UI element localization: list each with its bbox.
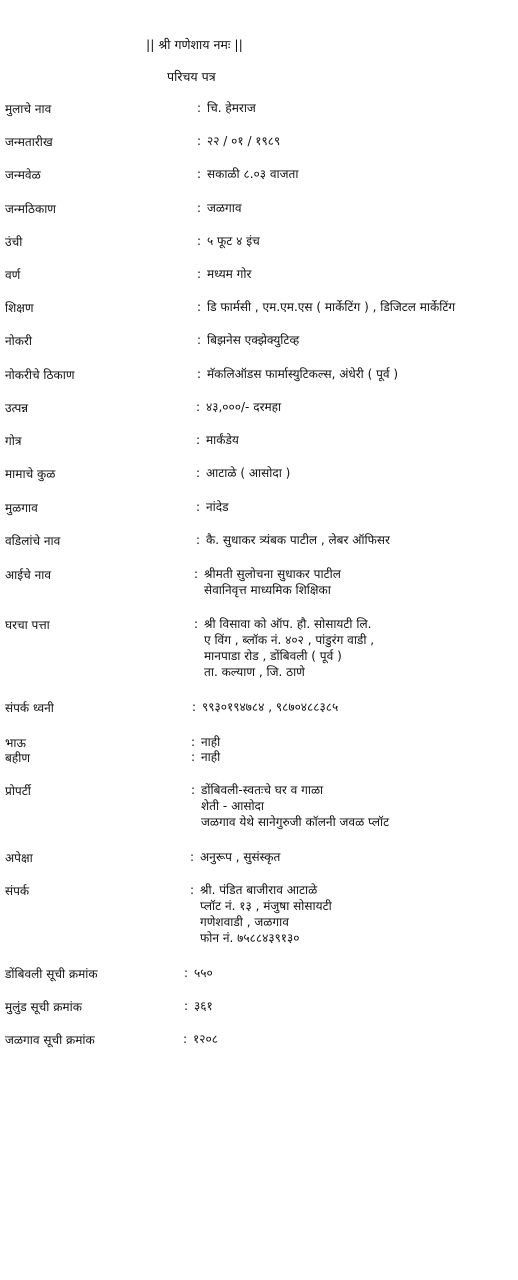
separator-colon: : bbox=[191, 735, 196, 749]
value-lines bbox=[207, 200, 242, 216]
separator-colon: : bbox=[183, 1032, 188, 1046]
value-lines bbox=[201, 749, 220, 765]
field-label-native-place: मुळगाव bbox=[5, 501, 38, 515]
field-value-mulund-list bbox=[184, 998, 213, 1014]
field-label-income: उत्पन्न bbox=[5, 401, 29, 415]
separator-colon: : bbox=[190, 850, 195, 864]
field-label-property: प्रोपर्टी bbox=[5, 784, 31, 798]
value-line: १२०८ bbox=[193, 1032, 218, 1046]
value-line: जळगाव bbox=[207, 201, 242, 215]
field-value-birth-date bbox=[197, 133, 280, 149]
field-label-father-name: वडिलांचे नाव bbox=[5, 534, 61, 548]
field-label-job: नोकरी bbox=[5, 334, 33, 348]
separator-colon: : bbox=[196, 433, 201, 447]
field-label-complexion: वर्ण bbox=[5, 268, 21, 282]
value-lines bbox=[204, 616, 374, 680]
value-line: प्लॉट नं. १३ , मंजुषा सोसायटी bbox=[200, 899, 332, 913]
value-line: ४३,०००/- दरमहा bbox=[206, 400, 282, 414]
separator-colon: : bbox=[194, 617, 199, 631]
value-line: श्रीमती सुलोचना सुधाकर पाटील bbox=[204, 567, 341, 581]
field-value-contact bbox=[190, 882, 332, 946]
field-value-maternal-family bbox=[196, 465, 290, 481]
separator-colon: : bbox=[184, 999, 189, 1013]
value-lines bbox=[207, 266, 251, 282]
separator-colon: : bbox=[184, 966, 189, 980]
value-line: नांदेड bbox=[206, 500, 229, 514]
value-line: मॅकलिऑडस फार्मास्युटिकल्स, अंधेरी ( पूर्व ) bbox=[207, 367, 399, 381]
value-lines bbox=[207, 100, 256, 116]
field-value-property bbox=[191, 782, 389, 830]
field-value-job bbox=[197, 332, 299, 348]
value-lines bbox=[204, 566, 341, 598]
value-line: सेवानिवृत्त माध्यमिक शिक्षिका bbox=[204, 583, 331, 597]
field-value-education bbox=[197, 299, 455, 315]
field-value-gotra bbox=[196, 432, 239, 448]
value-line: ए विंग , ब्लॉक नं. ४०२ , पांडुरंग वाडी , bbox=[204, 633, 375, 647]
separator-colon: : bbox=[196, 500, 201, 514]
field-value-brother bbox=[191, 734, 220, 750]
field-label-mulund-list: मुलुंड सूची क्रमांक bbox=[5, 1000, 82, 1014]
value-lines bbox=[206, 432, 239, 448]
value-line: श्री. पंडित बाजीराव आटाळे bbox=[200, 883, 318, 897]
value-lines bbox=[194, 965, 213, 981]
field-label-dombivli-list: डोंबिवली सूची क्रमांक bbox=[5, 967, 98, 981]
separator-colon: : bbox=[197, 267, 202, 281]
field-value-birth-time bbox=[197, 166, 298, 182]
field-value-height bbox=[197, 233, 260, 249]
value-line: मध्यम गोर bbox=[207, 267, 252, 281]
field-label-height: उंची bbox=[5, 235, 23, 249]
separator-colon: : bbox=[197, 101, 202, 115]
field-value-phone bbox=[192, 699, 338, 715]
value-line: ३६१ bbox=[194, 999, 213, 1013]
document-title: परिचय पत्र bbox=[167, 69, 216, 84]
value-lines bbox=[193, 1031, 218, 1047]
field-value-name bbox=[197, 100, 256, 116]
separator-colon: : bbox=[194, 567, 199, 581]
value-line: नाही bbox=[201, 750, 221, 764]
value-line: सकाळी ८.०३ वाजता bbox=[207, 167, 299, 181]
field-label-birth-date: जन्मतारीख bbox=[5, 135, 53, 149]
value-line: डोंबिवली-स्वतःचे घर व गाळा bbox=[201, 783, 324, 797]
value-line: गणेशवाडी , जळगाव bbox=[200, 915, 289, 929]
value-line: कै. सुधाकर त्र्यंबक पाटील , लेबर ऑफिसर bbox=[206, 533, 390, 547]
field-value-expectation bbox=[190, 849, 280, 865]
field-value-father-name bbox=[196, 532, 390, 548]
field-label-jalgaon-list: जळगाव सूची क्रमांक bbox=[5, 1033, 95, 1047]
field-label-name: मुलाचे नाव bbox=[5, 102, 52, 116]
field-label-mother-name: आईचे नाव bbox=[5, 568, 52, 582]
value-line: शेती - आसोदा bbox=[201, 799, 265, 813]
separator-colon: : bbox=[197, 134, 202, 148]
value-lines bbox=[207, 299, 455, 315]
value-lines bbox=[206, 532, 390, 548]
field-label-sister: बहीण bbox=[5, 751, 31, 765]
field-label-birth-time: जन्मवेळ bbox=[5, 168, 41, 182]
field-label-gotra: गोत्र bbox=[5, 434, 22, 448]
value-line: श्री विसावा को ऑप. हौ. सोसायटी लि. bbox=[204, 617, 372, 631]
value-line: डि फार्मसी , एम.एम.एस ( मार्केटिंग ) , डिजिटल मार्केटिंग bbox=[207, 300, 456, 314]
value-line: ९९३०१९४७८४ , ९८७०४८८३८५ bbox=[202, 700, 339, 714]
value-line: २२ / ०१ / १९८९ bbox=[207, 134, 281, 148]
field-value-birth-place bbox=[197, 200, 242, 216]
separator-colon: : bbox=[197, 234, 202, 248]
value-lines bbox=[207, 133, 280, 149]
invocation-heading: || श्री गणेशाय नमः || bbox=[146, 37, 243, 52]
separator-colon: : bbox=[190, 883, 195, 897]
field-value-job-place bbox=[197, 366, 398, 382]
value-lines bbox=[206, 465, 290, 481]
value-line: ता. कल्याण , जि. ठाणे bbox=[204, 665, 305, 679]
field-value-sister bbox=[191, 749, 220, 765]
field-label-education: शिक्षण bbox=[5, 301, 34, 315]
field-value-dombivli-list bbox=[184, 965, 213, 981]
field-label-address: घरचा पत्ता bbox=[5, 618, 50, 632]
separator-colon: : bbox=[196, 466, 201, 480]
value-lines bbox=[207, 166, 298, 182]
field-value-address bbox=[194, 616, 374, 680]
value-lines bbox=[207, 233, 260, 249]
value-line: ५ फूट ४ इंच bbox=[207, 234, 260, 248]
separator-colon: : bbox=[191, 783, 196, 797]
value-line: अनुरूप , सुसंस्कृत bbox=[200, 850, 281, 864]
separator-colon: : bbox=[191, 750, 196, 764]
value-line: जळगाव येथे सानेगुरुजी कॉलनी जवळ प्लॉट bbox=[201, 815, 390, 829]
value-line: चि. हेमराज bbox=[207, 101, 256, 115]
separator-colon: : bbox=[196, 533, 201, 547]
field-label-phone: संपर्क ध्वनी bbox=[5, 701, 54, 715]
field-value-mother-name bbox=[194, 566, 341, 598]
value-line: फोन नं. ७५८८४३९१३० bbox=[200, 931, 300, 945]
field-label-brother: भाऊ bbox=[5, 736, 26, 750]
value-lines bbox=[201, 734, 220, 750]
value-lines bbox=[207, 366, 398, 382]
value-line: बिझनेस एक्झेक्युटिव्ह bbox=[207, 333, 300, 347]
field-label-birth-place: जन्मठिकाण bbox=[5, 202, 56, 216]
value-lines bbox=[202, 699, 338, 715]
field-value-complexion bbox=[197, 266, 251, 282]
value-line: नाही bbox=[201, 735, 221, 749]
field-label-contact: संपर्क bbox=[5, 884, 30, 898]
separator-colon: : bbox=[197, 333, 202, 347]
value-lines bbox=[194, 998, 213, 1014]
value-line: मानपाडा रोड , डोंबिवली ( पूर्व ) bbox=[204, 649, 342, 663]
value-line: आटाळे ( आसोदा ) bbox=[206, 466, 291, 480]
separator-colon: : bbox=[196, 400, 201, 414]
field-value-income bbox=[196, 399, 281, 415]
field-value-native-place bbox=[196, 499, 229, 515]
field-label-expectation: अपेक्षा bbox=[5, 851, 33, 865]
separator-colon: : bbox=[197, 167, 202, 181]
separator-colon: : bbox=[197, 367, 202, 381]
field-label-job-place: नोकरीचे ठिकाण bbox=[5, 368, 75, 382]
field-value-jalgaon-list bbox=[183, 1031, 218, 1047]
value-lines bbox=[201, 782, 389, 830]
separator-colon: : bbox=[197, 300, 202, 314]
value-line: मार्कंडेय bbox=[206, 433, 239, 447]
value-line: ५५० bbox=[194, 966, 213, 980]
separator-colon: : bbox=[192, 700, 197, 714]
value-lines bbox=[200, 849, 280, 865]
value-lines bbox=[206, 399, 281, 415]
field-label-maternal-family: मामाचे कुळ bbox=[5, 467, 56, 481]
value-lines bbox=[207, 332, 299, 348]
value-lines bbox=[206, 499, 229, 515]
separator-colon: : bbox=[197, 201, 202, 215]
value-lines bbox=[200, 882, 332, 946]
